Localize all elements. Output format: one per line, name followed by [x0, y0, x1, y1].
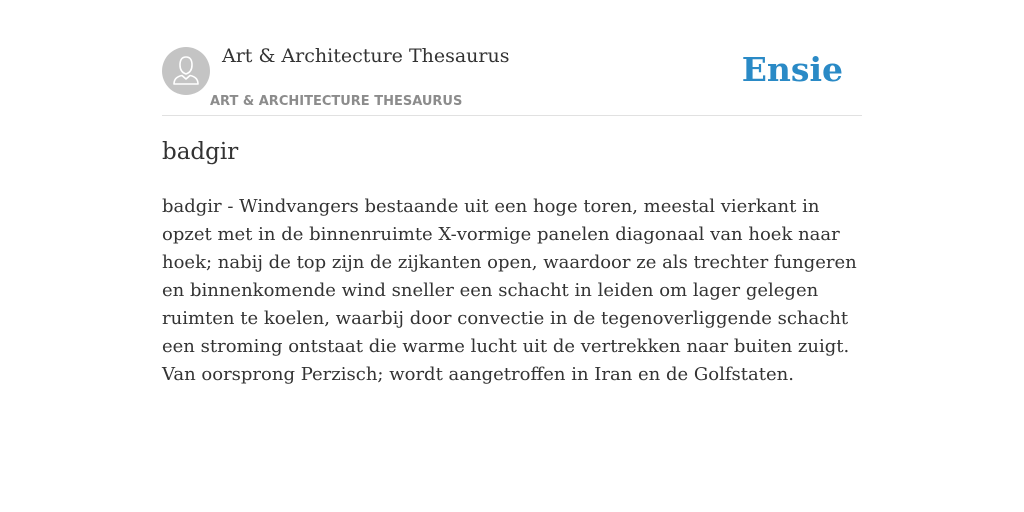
- user-icon: [162, 47, 210, 95]
- entry-header: [162, 0, 862, 116]
- entry-term: badgir: [162, 139, 239, 165]
- source-subtitle[interactable]: ART & ARCHITECTURE THESAURUS: [210, 94, 463, 109]
- source-title[interactable]: Art & Architecture Thesaurus: [222, 45, 510, 67]
- entry-card: [162, 0, 862, 512]
- entry-definition: badgir - Windvangers bestaande uit een hoge toren, meestal vierkant in opzet met in de binnenruimte X-vormige panelen diagonaal van hoek naar hoek; nabij de top zijn de zijkanten open, waardoor ze als trechter fungeren en binnenkomende wind sneller een schacht in leiden om lager gelegen ruimten te koelen, waarbij door convectie in de tegenoverliggende schacht een stroming ontstaat die warme lucht uit de vertrekken naar buiten zuigt. Van oorsprong Perzisch; wordt aangetroffen in Iran en de Golfstaten.: [162, 196, 857, 385]
- brand-logo[interactable]: Ensie: [741, 50, 843, 89]
- avatar[interactable]: [162, 47, 210, 95]
